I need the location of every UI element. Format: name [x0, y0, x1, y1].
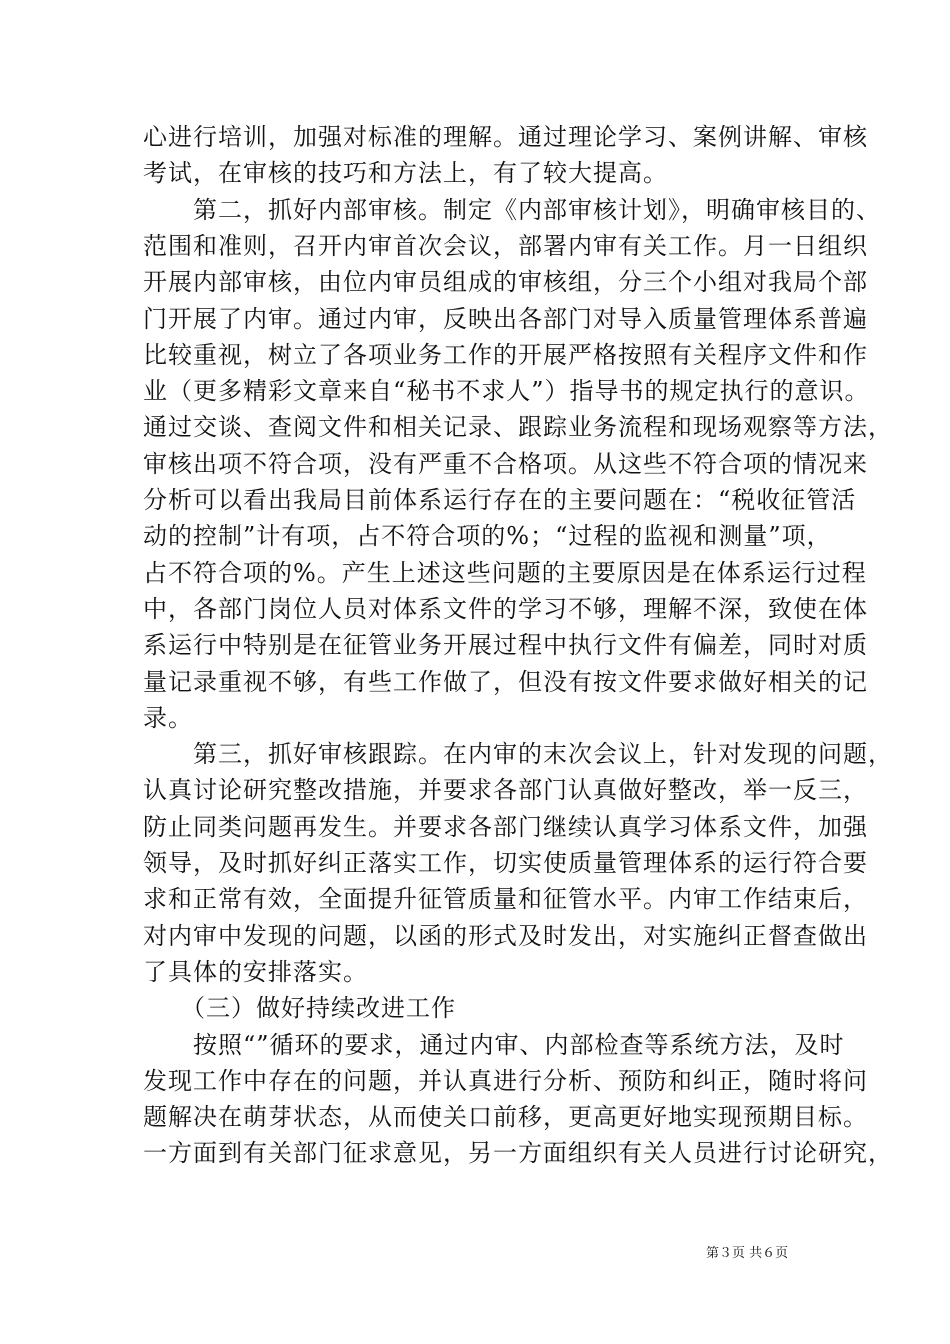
- page-number-footer: 第３页 共６页: [706, 1246, 789, 1261]
- text-line: 认真讨论研究整改措施，并要求各部门认真做好整改，举一反三，: [143, 776, 868, 804]
- text-line: 题解决在萌芽状态，从而使关口前移，更高更好地实现预期目标。: [143, 1103, 868, 1131]
- text-line: 中，各部门岗位人员对体系文件的学习不够，理解不深，致使在体: [143, 595, 868, 623]
- text-line: 一方面到有关部门征求意见，另一方面组织有关人员进行讨论研究，: [143, 1139, 893, 1167]
- text-line: 第二，抓好内部审核。制定《内部审核计划》，明确审核目的、: [143, 196, 881, 224]
- text-line: 范围和准则，召开内审首次会议，部署内审有关工作。月一日组织: [143, 232, 868, 260]
- text-line: 量记录重视不够，有些工作做了，但没有按文件要求做好相关的记: [143, 668, 868, 696]
- text-line: 占不符合项的%。产生上述这些问题的主要原因是在体系运行过程: [143, 559, 867, 587]
- text-line: 业（更多精彩文章来自“秘书不求人”）指导书的规定执行的意识。: [143, 377, 870, 405]
- text-line: 门开展了内审。通过内审，反映出各部门对导入质量管理体系普遍: [143, 305, 868, 333]
- text-line: （三）做好持续改进工作: [143, 994, 456, 1022]
- text-line: 求和正常有效，全面提升征管质量和征管水平。内审工作结束后，: [143, 885, 868, 913]
- text-line: 考试，在审核的技巧和方法上，有了较大提高。: [143, 159, 668, 187]
- text-line: 录。: [143, 704, 193, 732]
- text-line: 第三，抓好审核跟踪。在内审的末次会议上，针对发现的问题，: [143, 740, 893, 768]
- text-line: 按照“”循环的要求，通过内审、内部检查等系统方法，及时: [143, 1031, 845, 1059]
- text-line: 分析可以看出我局目前体系运行存在的主要问题在：“税收征管活: [143, 486, 857, 514]
- text-line: 发现工作中存在的问题，并认真进行分析、预防和纠正，随时将问: [143, 1067, 868, 1095]
- text-line: 防止同类问题再发生。并要求各部门继续认真学习体系文件，加强: [143, 813, 868, 841]
- text-line: 系运行中特别是在征管业务开展过程中执行文件有偏差，同时对质: [143, 631, 868, 659]
- text-line: 比较重视，树立了各项业务工作的开展严格按照有关程序文件和作: [143, 341, 868, 369]
- text-line: 动的控制”计有项，占不符合项的%；“过程的监视和测量”项，: [143, 522, 832, 550]
- text-line: 审核出项不符合项，没有严重不合格项。从这些不符合项的情况来: [143, 450, 868, 478]
- text-line: 通过交谈、查阅文件和相关记录、跟踪业务流程和现场观察等方法，: [143, 413, 893, 441]
- text-line: 开展内部审核，由位内审员组成的审核组，分三个小组对我局个部: [143, 268, 868, 296]
- text-line: 对内审中发现的问题，以函的形式及时发出，对实施纠正督查做出: [143, 922, 868, 950]
- text-line: 心进行培训，加强对标准的理解。通过理论学习、案例讲解、审核: [143, 123, 868, 151]
- text-line: 领导，及时抓好纠正落实工作，切实使质量管理体系的运行符合要: [143, 849, 868, 877]
- text-line: 了具体的安排落实。: [143, 958, 368, 986]
